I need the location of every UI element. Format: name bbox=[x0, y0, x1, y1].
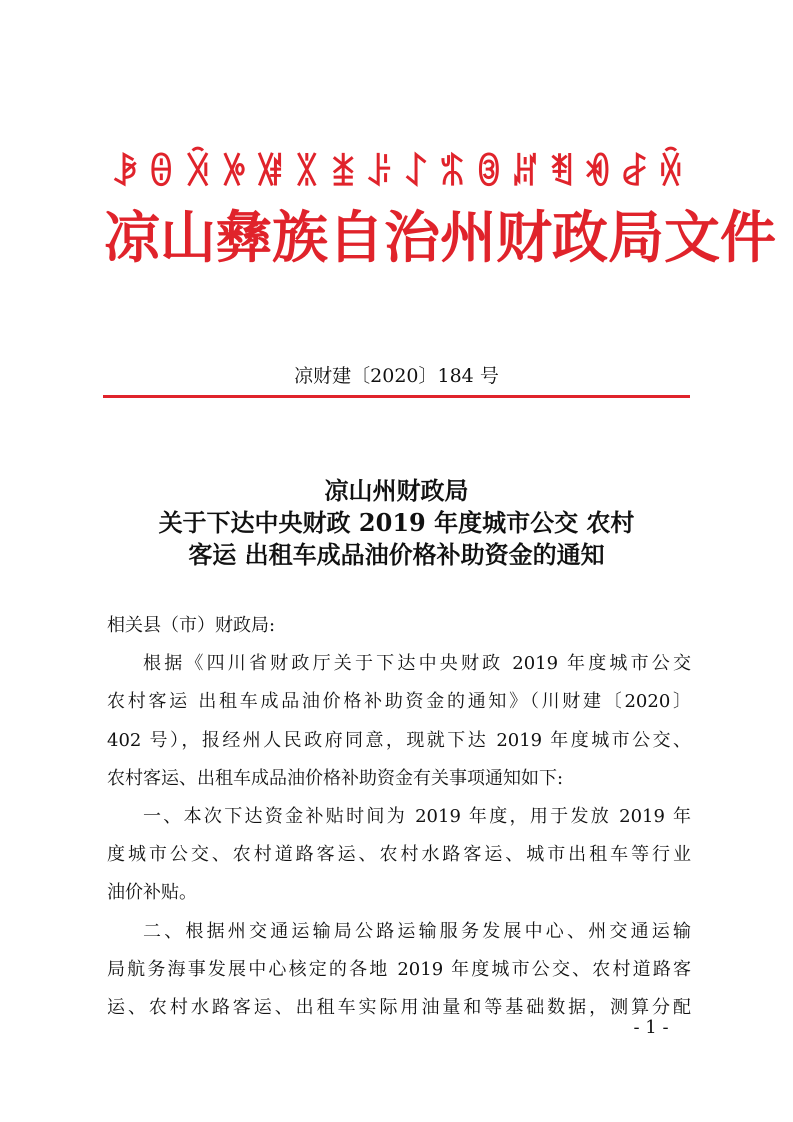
org-masthead: 凉山彝族自治州财政局文件 bbox=[104, 205, 776, 271]
paragraph-line: 一、本次下达资金补贴时间为 2019 年度，用于发放 2019 年 bbox=[143, 805, 691, 827]
title-line: 关于下达中央财政 2019 年度城市公交 农村 bbox=[158, 508, 635, 537]
yi-char: ꋋ bbox=[183, 153, 212, 194]
paragraph-line: 油价补贴。 bbox=[107, 882, 197, 904]
document-number: 凉财建〔2020〕184 号 bbox=[294, 365, 499, 387]
yi-char: ꎔ bbox=[147, 153, 176, 194]
salutation: 相关县（市）财政局: bbox=[107, 615, 276, 636]
document-body bbox=[107, 607, 691, 1027]
yi-char: ꏦ bbox=[511, 153, 540, 194]
page-number: - 1 - bbox=[633, 1017, 669, 1038]
yi-char: ꇓ bbox=[292, 153, 322, 194]
document-title bbox=[60, 475, 733, 571]
red-divider bbox=[103, 395, 690, 398]
yi-char: ꆃ bbox=[110, 153, 140, 194]
paragraph-line: 农村客运 出租车成品油价格补助资金的通知》（川财建〔2020〕 bbox=[107, 691, 691, 713]
paragraph-line: 局航务海事发展中心核定的各地 2019 年度城市公交、农村道路客 bbox=[107, 958, 691, 980]
title-line: 凉山州财政局 bbox=[324, 476, 469, 505]
yi-char: ꌠ bbox=[365, 153, 394, 194]
yi-char: ꁧ bbox=[329, 153, 358, 194]
paragraph-line: 二、根据州交通运输局公路运输服务发展中心、州交通运输 bbox=[143, 920, 691, 942]
yi-char: ꋍ bbox=[402, 153, 431, 194]
yi-char: ꍍ bbox=[438, 153, 467, 194]
yi-char: ꋂ bbox=[474, 153, 503, 194]
yi-char: ꑤ bbox=[256, 153, 285, 194]
yi-char: ꄮ bbox=[547, 153, 576, 194]
paragraph-line: 402 号），报经州人民政府同意，现就下达 2019 年度城市公交、 bbox=[107, 729, 691, 751]
yi-char: ꏓ bbox=[584, 153, 613, 194]
yi-char: ꉼ bbox=[220, 153, 249, 194]
paragraph-line: 度城市公交、农村道路客运、农村水路客运、城市出租车等行业 bbox=[107, 844, 691, 866]
yi-char: ꏽ bbox=[656, 153, 685, 194]
paragraph-line: 运、农村水路客运、出租车实际用油量和等基础数据，测算分配 bbox=[107, 996, 691, 1018]
paragraph-line: 农村客运、出租车成品油价格补助资金有关事项通知如下: bbox=[107, 767, 564, 789]
yi-script-masthead bbox=[108, 150, 688, 194]
title-line: 客运 出租车成品油价格补助资金的通知 bbox=[188, 540, 605, 569]
paragraph-line: 根据《四川省财政厅关于下达中央财政 2019 年度城市公交 bbox=[143, 653, 691, 675]
yi-char: ꆀ bbox=[620, 153, 649, 194]
